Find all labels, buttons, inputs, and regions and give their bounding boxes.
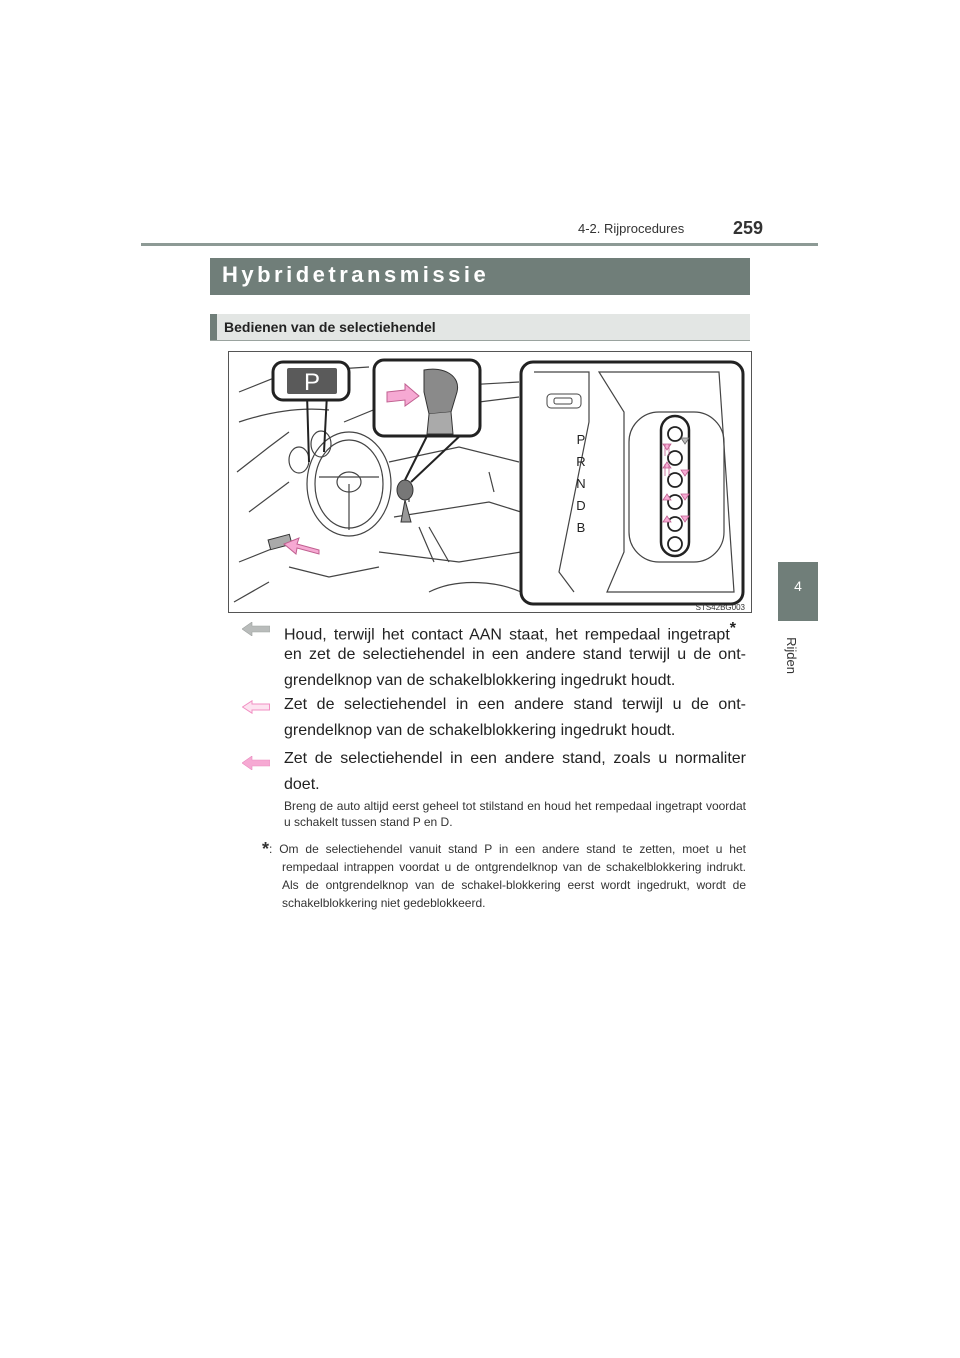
arrow-left-pink-outline-icon bbox=[242, 700, 270, 714]
note-text: Breng de auto altijd eerst geheel tot stilstand en houd het rempedaal ingetrapt voordat u schakelt tussen stand P en D. bbox=[284, 799, 746, 829]
footnote bbox=[262, 840, 746, 912]
gear-label-b: B bbox=[576, 520, 586, 535]
section-title: Hybridetransmissie bbox=[222, 262, 490, 287]
shift-lever-illustration bbox=[228, 351, 752, 613]
subsection-bar-accent bbox=[210, 314, 217, 340]
shift-lever-drawing bbox=[229, 352, 751, 612]
chapter-tab-number: 4 bbox=[794, 578, 802, 594]
legend-1-line-3: grendelknop van de schakelblokkering ingedrukt houdt. bbox=[284, 672, 676, 689]
gear-label-p: P bbox=[576, 432, 586, 447]
page-number: 259 bbox=[733, 218, 764, 238]
arrow-left-gray-icon bbox=[242, 622, 270, 636]
legend-1-footnote-mark: * bbox=[729, 620, 736, 637]
legend-3-line-2: doet. bbox=[284, 776, 320, 793]
legend-1-line-1-text: Houd, terwijl het contact AAN staat, het rempedaal ingetrapt bbox=[284, 626, 730, 644]
illustration-code: STS42BG003 bbox=[695, 603, 745, 612]
chapter-tab-label-wrap bbox=[777, 630, 817, 680]
legend-2-line-1: Zet de selectiehendel in een andere stand terwijl u de ont- bbox=[284, 696, 746, 713]
chapter-tab-label: Rijden bbox=[783, 637, 799, 674]
gear-label-r: R bbox=[576, 454, 586, 469]
subsection-title: Bedienen van de selectiehendel bbox=[224, 319, 436, 335]
footnote-mark: * bbox=[262, 839, 270, 859]
arrow-left-pink-icon bbox=[242, 756, 270, 770]
legend-2-line-2: grendelknop van de schakelblokkering ingedrukt houdt. bbox=[284, 722, 676, 739]
chapter-header: 4-2. Rijprocedures bbox=[578, 221, 685, 236]
footnote-text: : Om de selectiehendel vanuit stand P in een andere stand te zetten, moet u het rempedaal intrappen voordat u de ontgrendelknop van de schakelblokkering indrukt. Als de ontgrendelknop van de schakel-blokkering eerst wordt ingedrukt, wordt de schakelblokkering niet gedeblokkeerd. bbox=[269, 842, 746, 910]
gear-label-n: N bbox=[576, 476, 586, 491]
header-rule bbox=[141, 243, 818, 246]
footnote-body bbox=[262, 840, 746, 912]
gear-label-d: D bbox=[576, 498, 586, 513]
p-indicator-text: P bbox=[303, 369, 321, 396]
legend-1-line-2: en zet de selectiehendel in een andere stand terwijl u de ont- bbox=[284, 646, 746, 663]
legend-3-line-1: Zet de selectiehendel in een andere stand, zoals u normaliter bbox=[284, 750, 746, 767]
